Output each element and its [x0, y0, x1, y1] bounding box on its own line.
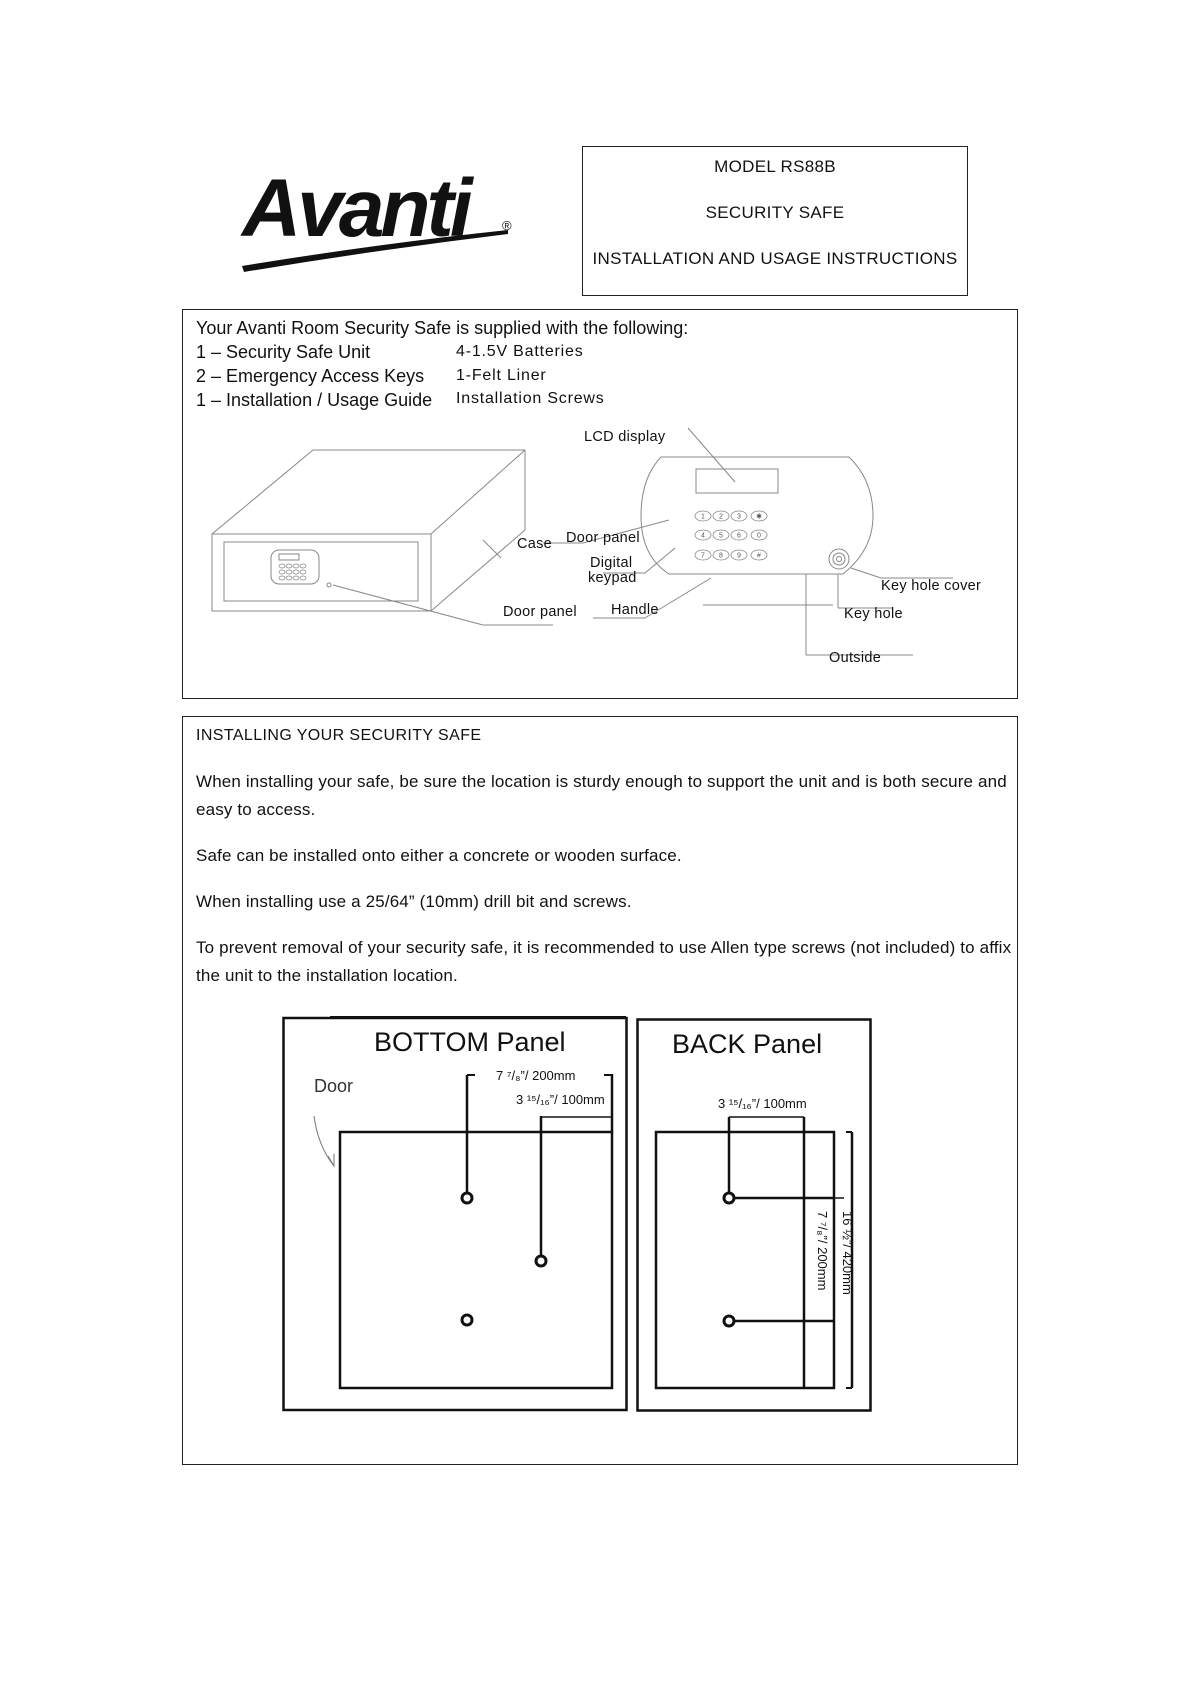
- bottom-panel-diagram: [282, 1016, 629, 1413]
- label-key-hole: Key hole: [844, 606, 903, 622]
- install-paragraph: When installing use a 25/64” (10mm) drill bit and screws.: [196, 892, 632, 911]
- key-label: 1: [701, 513, 705, 521]
- key-label: ✱: [756, 513, 762, 521]
- label-door-panel-bottom: Door panel: [503, 604, 577, 620]
- installing-title: INSTALLING YOUR SECURITY SAFE: [196, 727, 482, 744]
- key-label: 4: [701, 532, 705, 540]
- product-name: SECURITY SAFE: [705, 203, 845, 222]
- supplied-item: Installation Screws: [456, 390, 605, 407]
- supplied-item: 1 – Installation / Usage Guide: [196, 390, 433, 410]
- door-label: Door: [314, 1076, 354, 1096]
- header-box: [582, 146, 968, 296]
- bottom-dim-100mm: 3 ¹⁵/₁₆”/ 100mm: [516, 1092, 605, 1107]
- bottom-dim-200mm: 7 ⁷/₈”/ 200mm: [496, 1068, 576, 1083]
- bottom-panel-title: BOTTOM Panel: [374, 1027, 566, 1057]
- key-label: 7: [701, 552, 705, 560]
- key-label: 6: [737, 532, 741, 540]
- supplied-item: 2 – Emergency Access Keys: [196, 366, 425, 386]
- key-label: 5: [719, 532, 723, 540]
- supplied-box: [182, 309, 1018, 699]
- label-digital: Digital: [590, 555, 633, 571]
- label-key-hole-cover: Key hole cover: [881, 578, 982, 594]
- model-number: MODEL RS88B: [714, 157, 836, 176]
- supplied-item: 1 – Security Safe Unit: [196, 342, 371, 362]
- back-dim-200mm: 7 ⁷/₈”/ 200mm: [815, 1211, 830, 1291]
- install-paragraph: To prevent removal of your security safe, it is recommended to use Allen type screws (not included) to affix the unit to the installation location.: [196, 938, 1012, 985]
- install-paragraph: When installing your safe, be sure the location is sturdy enough to support the unit and is both secure and easy to access.: [196, 772, 1007, 819]
- key-label: 0: [757, 532, 761, 540]
- logo-text: Avanti: [242, 163, 469, 254]
- label-case: Case: [517, 536, 553, 552]
- avanti-logo: [236, 148, 526, 278]
- install-paragraph: Safe can be installed onto either a concrete or wooden surface.: [196, 846, 682, 865]
- key-label: #: [757, 552, 761, 560]
- supplied-item: 1-Felt Liner: [456, 367, 547, 384]
- document-title: INSTALLATION AND USAGE INSTRUCTIONS: [592, 249, 958, 268]
- back-panel-title: BACK Panel: [672, 1029, 823, 1059]
- supplied-item: 4-1.5V Batteries: [456, 343, 584, 360]
- label-handle: Handle: [611, 602, 659, 618]
- key-label: 8: [719, 552, 723, 560]
- label-lcd-display: LCD display: [584, 429, 666, 445]
- key-label: 9: [737, 552, 741, 560]
- label-door-panel: Door panel: [566, 530, 640, 546]
- back-panel-diagram: [636, 1018, 873, 1413]
- key-label: 3: [737, 513, 741, 521]
- supplied-intro: Your Avanti Room Security Safe is supplied with the following:: [196, 318, 689, 338]
- registered-mark: ®: [502, 218, 512, 233]
- back-dim-420mm: 16 ½”/ 420mm: [840, 1211, 855, 1295]
- label-keypad: keypad: [588, 570, 637, 586]
- safe-diagram: [183, 310, 1017, 698]
- key-label: 2: [719, 513, 723, 521]
- label-outside: Outside: [829, 650, 882, 666]
- back-dim-100mm: 3 ¹⁵/₁₆”/ 100mm: [718, 1096, 807, 1111]
